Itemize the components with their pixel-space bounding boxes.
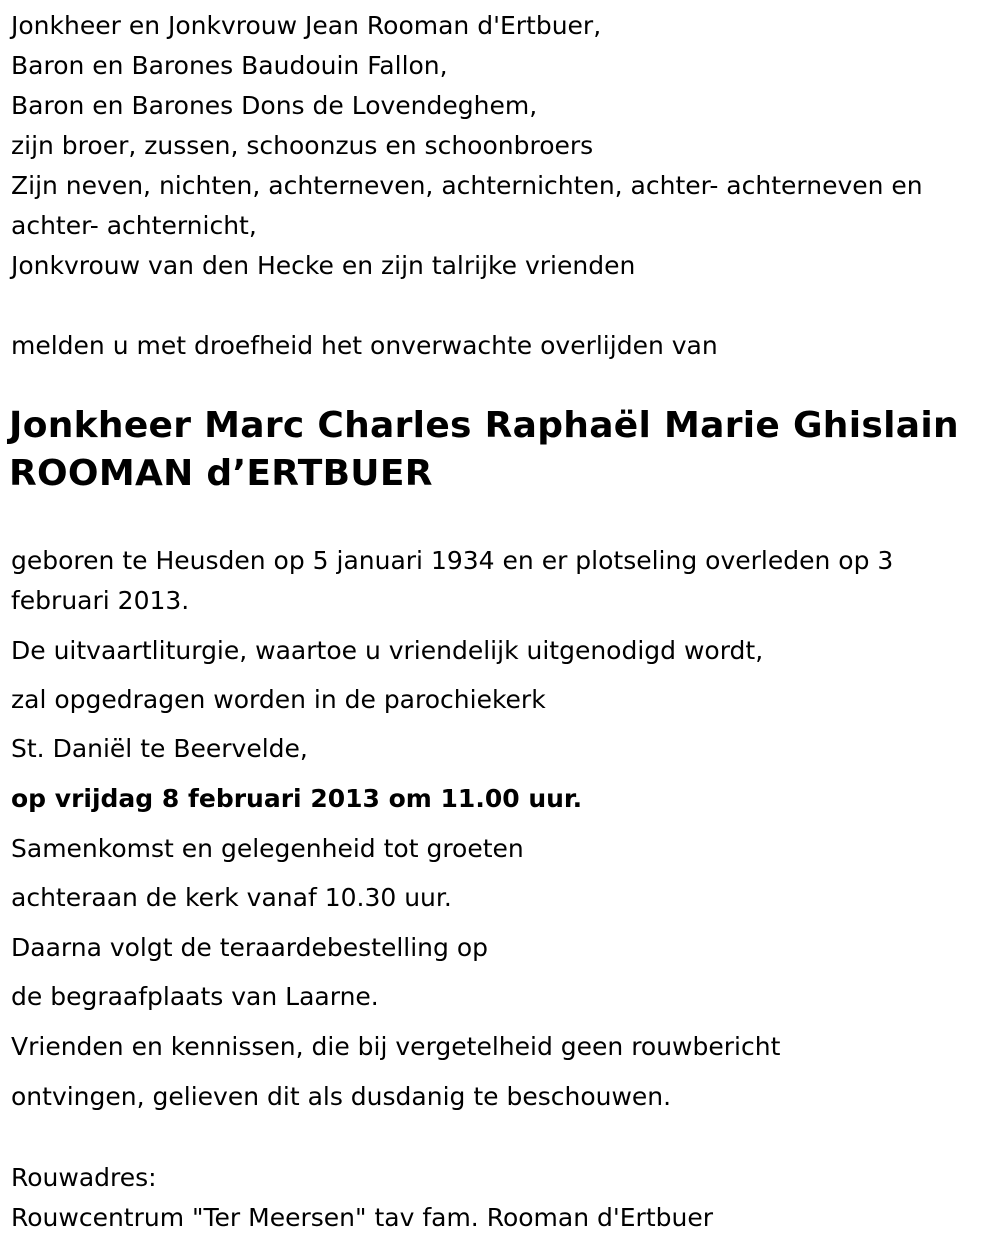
family-line: achter- achternicht,: [11, 211, 257, 240]
detail-line: St. Daniël te Beervelde,: [11, 734, 308, 763]
family-line: Zijn neven, nichten, achterneven, achternichten, achter- achterneven en: [11, 171, 923, 200]
deceased-name-line-2: ROOMAN d’ERTBUER: [9, 453, 433, 494]
detail-line: zal opgedragen worden in de parochiekerk: [11, 685, 546, 714]
address-label: Rouwadres:: [11, 1163, 157, 1192]
family-line: Jonkheer en Jonkvrouw Jean Rooman d'Ertbuer,: [11, 11, 602, 40]
detail-line: De uitvaartliturgie, waartoe u vriendelijk uitgenodigd wordt,: [11, 636, 764, 665]
detail-line: Daarna volgt de teraardebestelling op: [11, 933, 489, 962]
detail-line: februari 2013.: [11, 586, 190, 615]
address-value: Rouwcentrum "Ter Meersen" tav fam. Rooman d'Ertbuer: [11, 1203, 713, 1232]
detail-line: Samenkomst en gelegenheid tot groeten: [11, 834, 524, 863]
detail-line: de begraafplaats van Laarne.: [11, 982, 379, 1011]
detail-line: ontvingen, gelieven dit als dusdanig te beschouwen.: [11, 1082, 672, 1111]
service-date-time: op vrijdag 8 februari 2013 om 11.00 uur.: [11, 784, 583, 813]
announcement-text: melden u met droefheid het onverwachte overlijden van: [11, 331, 718, 360]
detail-line: geboren te Heusden op 5 januari 1934 en er plotseling overleden op 3: [11, 546, 894, 575]
detail-line: achteraan de kerk vanaf 10.30 uur.: [11, 883, 452, 912]
detail-line: Vrienden en kennissen, die bij vergetelheid geen rouwbericht: [11, 1032, 781, 1061]
family-line: Baron en Barones Dons de Lovendeghem,: [11, 91, 538, 120]
family-line: Baron en Barones Baudouin Fallon,: [11, 51, 448, 80]
deceased-name-line-1: Jonkheer Marc Charles Raphaël Marie Ghislain: [9, 405, 959, 446]
family-line: Jonkvrouw van den Hecke en zijn talrijke vrienden: [11, 251, 636, 280]
family-line: zijn broer, zussen, schoonzus en schoonbroers: [11, 131, 594, 160]
